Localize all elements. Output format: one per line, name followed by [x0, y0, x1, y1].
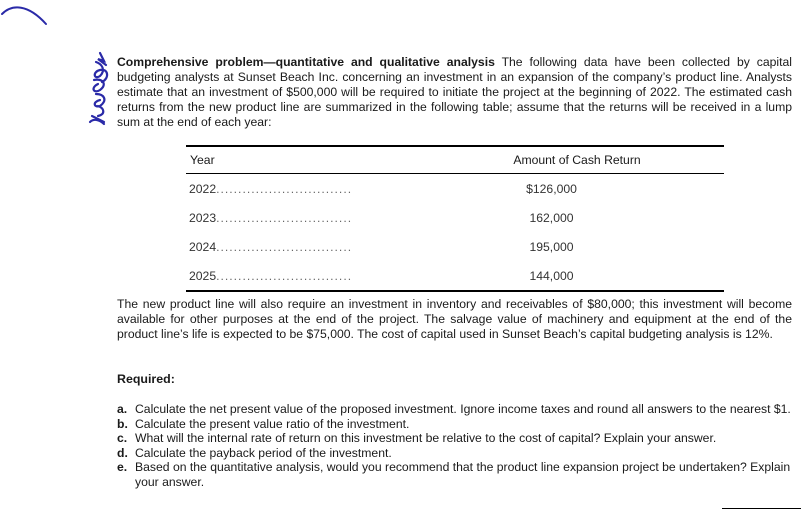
- table-row: 2022............................... $126,000: [186, 174, 724, 203]
- item-text: Calculate the present value ratio of the investment.: [135, 416, 410, 431]
- cash-return-table: [186, 145, 724, 292]
- item-letter: a.: [117, 402, 128, 416]
- list-item: [117, 431, 792, 446]
- list-item: [117, 402, 792, 417]
- list-item: [117, 460, 792, 489]
- handwritten-annotation-icon: [86, 50, 118, 130]
- year-cell: 2024: [189, 239, 217, 254]
- required-heading: Required:: [117, 372, 175, 386]
- amount-cell: 144,000: [529, 268, 574, 283]
- item-text: Based on the quantitative analysis, would you recommend that the product line expansion project be undertaken? Explain your answer.: [135, 460, 791, 489]
- table-row: 2023............................... 162,000: [186, 203, 724, 232]
- list-item: [117, 417, 792, 432]
- item-letter: d.: [117, 445, 128, 460]
- pen-stroke-mark: [0, 0, 60, 40]
- table-row: 2025............................... 144,000: [186, 261, 724, 290]
- required-list: [117, 402, 792, 490]
- problem-intro: [117, 55, 792, 130]
- item-letter: c.: [117, 431, 128, 446]
- additional-info-paragraph: The new product line will also require an investment in inventory and receivables of $80,000; this investment will become available for other purposes at the end of the project. The salvage value of machinery and equipment at the end of the product line’s life is expected to be $75,000. The cost of capital used in Sunset Beach’s capital budgeting analysis is 12%.: [117, 297, 792, 341]
- year-cell: 2025: [189, 268, 217, 283]
- amount-cell: $126,000: [526, 181, 577, 196]
- amount-cell: 195,000: [529, 239, 574, 254]
- problem-intro-text: The following data have been collected by capital budgeting analysts at Sunset Beach Inc. concerning an investment in an expansion of the company’s product line. Analysts estimate that an investment of $500,000 will be required to initiate the project at the beginning of 2022. The estimated cash returns from the new product line are summarized in the following table; assume that the returns will be received in a lump sum at the end of each year:: [117, 55, 792, 129]
- item-text: Calculate the payback period of the investment.: [135, 445, 392, 460]
- table-header: [186, 147, 724, 174]
- item-letter: e.: [117, 460, 128, 475]
- item-text: What will the internal rate of return on this investment be relative to the cost of capital? Explain your answer.: [135, 431, 717, 446]
- page-divider: [722, 508, 801, 509]
- item-text: Calculate the net present value of the proposed investment. Ignore income taxes and round all answers to the nearest $1.: [135, 402, 791, 416]
- list-item: [117, 446, 792, 461]
- table-row: 2024............................... 195,000: [186, 232, 724, 261]
- item-letter: b.: [117, 416, 128, 431]
- year-cell: 2022: [189, 181, 217, 196]
- problem-heading: Comprehensive problem—quantitative and qualitative analysis: [117, 55, 495, 69]
- year-cell: 2023: [189, 210, 217, 225]
- year-header: Year: [190, 153, 215, 167]
- amount-header: Amount of Cash Return: [513, 153, 641, 167]
- amount-cell: 162,000: [529, 210, 574, 225]
